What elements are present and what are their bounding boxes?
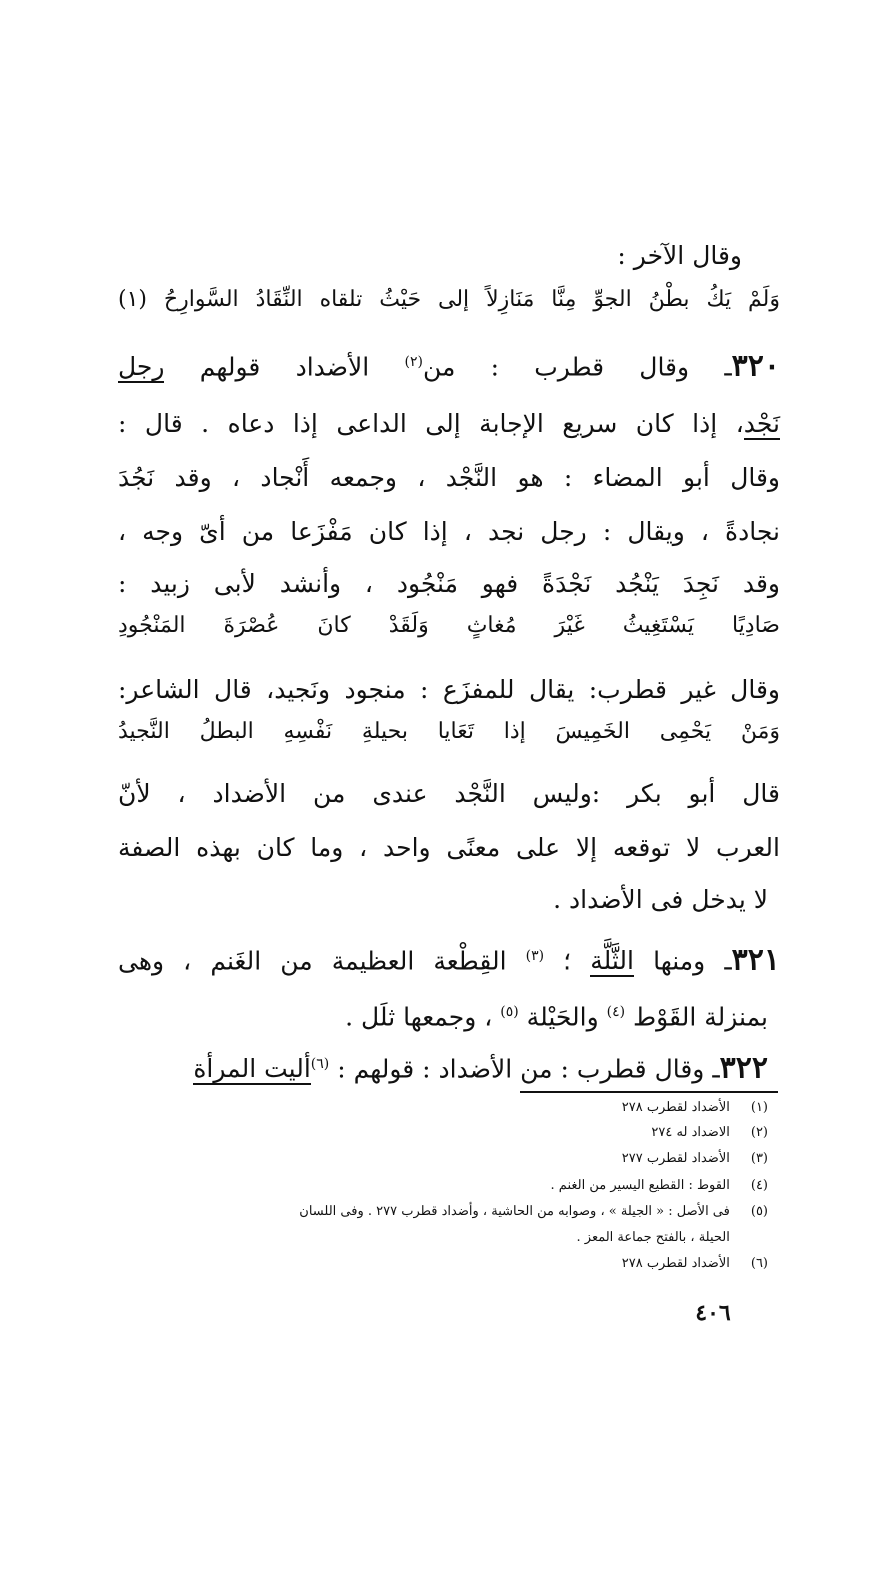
footnote-text: الحيلة ، بالفتح جماعة المعز .: [576, 1230, 730, 1245]
footnote-text: الأضداد لقطرب ٢٧٨: [621, 1256, 730, 1271]
footnote-ref-6: (٦): [310, 1056, 330, 1072]
verse-intro: وقال الآخر :: [617, 241, 742, 270]
footnote-text: الأضداد لقطرب ٢٧٧: [621, 1151, 730, 1166]
footnote-number: (١): [750, 1100, 768, 1115]
footnote-ref-2: (٢): [404, 354, 423, 370]
entry-text: ـ وقال قطرب : من الأضداد : قولهم :: [329, 1054, 720, 1084]
footnote-text: القوط : القطيع اليسير من الغنم .: [550, 1178, 730, 1193]
footnote-number: (٤): [750, 1178, 768, 1193]
abu-bakr-line-2: العرب لا توقعه إلا على معنًى واحد ، وما كان بهذه الصفة: [118, 833, 780, 862]
footnote-1: [622, 1098, 768, 1117]
verse-line-3: وَمَنْ يَحْمِى الخَمِيسَ إذا تَعَايا بحيلةِ نَفْسِهِ البطلُ النَّجيدُ: [118, 719, 780, 744]
headword: رجل: [118, 352, 165, 382]
entry-320-line-5: وقد نَجِدَ يَنْجُد نَجْدَةً فهو مَنْجُود ، وأنشد لأبى زبيد :: [118, 569, 780, 598]
entry-321-line-2: [345, 994, 768, 1035]
footnote-ref-5: (٥): [500, 1004, 519, 1020]
entry-320-line-3: وقال أبو المضاء : هو النَّجْد ، وجمعه أَنْجاد ، وقد نَجُدَ: [118, 463, 780, 492]
footnote-number: (٣): [750, 1151, 768, 1166]
abu-bakr-line-3: لا يدخل فى الأضداد .: [553, 885, 768, 914]
footnote-text: الاضداد له ٢٧٤: [651, 1125, 730, 1140]
footnote-5: [299, 1202, 768, 1221]
footnote-divider: [520, 1091, 778, 1093]
entry-text: والحَيْلة: [518, 1002, 607, 1032]
abu-bakr-line-1: قال أبو بكر :وليس النَّجْد عندى من الأضداد ، لأنّ: [118, 779, 780, 808]
footnote-6: [622, 1254, 768, 1273]
headword: الثَّلَّة: [590, 946, 634, 976]
page-number: ٤٠٦: [695, 1300, 731, 1326]
footnote-number: (٥): [750, 1204, 768, 1219]
headword-continued: نَجْد: [743, 409, 780, 438]
footnote-number: (٢): [750, 1125, 768, 1140]
entry-number-321: ٣٢١: [731, 942, 780, 978]
entry-320-line-2: [118, 406, 780, 442]
entry-text: ، إذا كان سريع الإجابة إلى الداعى إذا دعاه . قال :: [118, 409, 744, 438]
verse-line-2: صَادِيًا يَسْتَغِيثُ غَيْرَ مُغاثٍ وَلَقَدْ كانَ عُصْرَةَ المَنْجُودِ: [118, 613, 780, 638]
entry-320-line-4: نجادةً ، ويقال : رجل نجد ، إذا كان مَفْزَعا من أىّ وجه ،: [118, 517, 780, 546]
entry-text: ؛: [544, 946, 591, 976]
entry-text: ، وجمعها ثلَل .: [345, 1002, 501, 1032]
footnote-ref-3: (٣): [525, 948, 545, 964]
entry-322-line-1: [193, 1046, 768, 1087]
footnote-4: [551, 1176, 768, 1195]
footnote-ref-4: (٤): [606, 1004, 626, 1020]
verse-line-1: وَلَمْ يَكُ بطْنُ الجوِّ مِنَّا مَنَازِلاً إلى حَيْثُ تلقاه النِّقَادُ السَّوارِحُ (١): [118, 287, 780, 312]
entry-number-320: ٣٢٠: [731, 348, 780, 384]
entry-text: ـ وقال قطرب : من: [422, 352, 732, 382]
footnote-number: (٦): [750, 1256, 768, 1271]
footnote-text: فى الأصل : « الجيلة » ، وصوابه من الحاشية ، وأضداد قطرب ٢٧٧ . وفى اللسان: [299, 1204, 730, 1219]
footnote-5-continued: [577, 1228, 769, 1247]
entry-text: الأضداد قولهم: [164, 352, 405, 382]
entry-text: بمنزلة القَوْط: [625, 1002, 768, 1032]
footnote-text: الأضداد لقطرب ٢٧٨: [621, 1100, 730, 1115]
entry-text: ـ ومنها: [634, 946, 732, 976]
footnote-2: [651, 1123, 768, 1142]
entry-320-line-1: [118, 344, 780, 385]
footnote-3: [622, 1149, 768, 1168]
entry-321-line-1: [118, 938, 780, 979]
headword: أليت المرأة: [193, 1054, 311, 1084]
paragraph-line: وقال غير قطرب: يقال للمفزَع : منجود ونَجيد، قال الشاعر:: [118, 675, 780, 704]
entry-text: القِطْعة العظيمة من الغَنم ، وهى: [118, 946, 526, 976]
entry-number-322: ٣٢٢: [719, 1050, 768, 1086]
